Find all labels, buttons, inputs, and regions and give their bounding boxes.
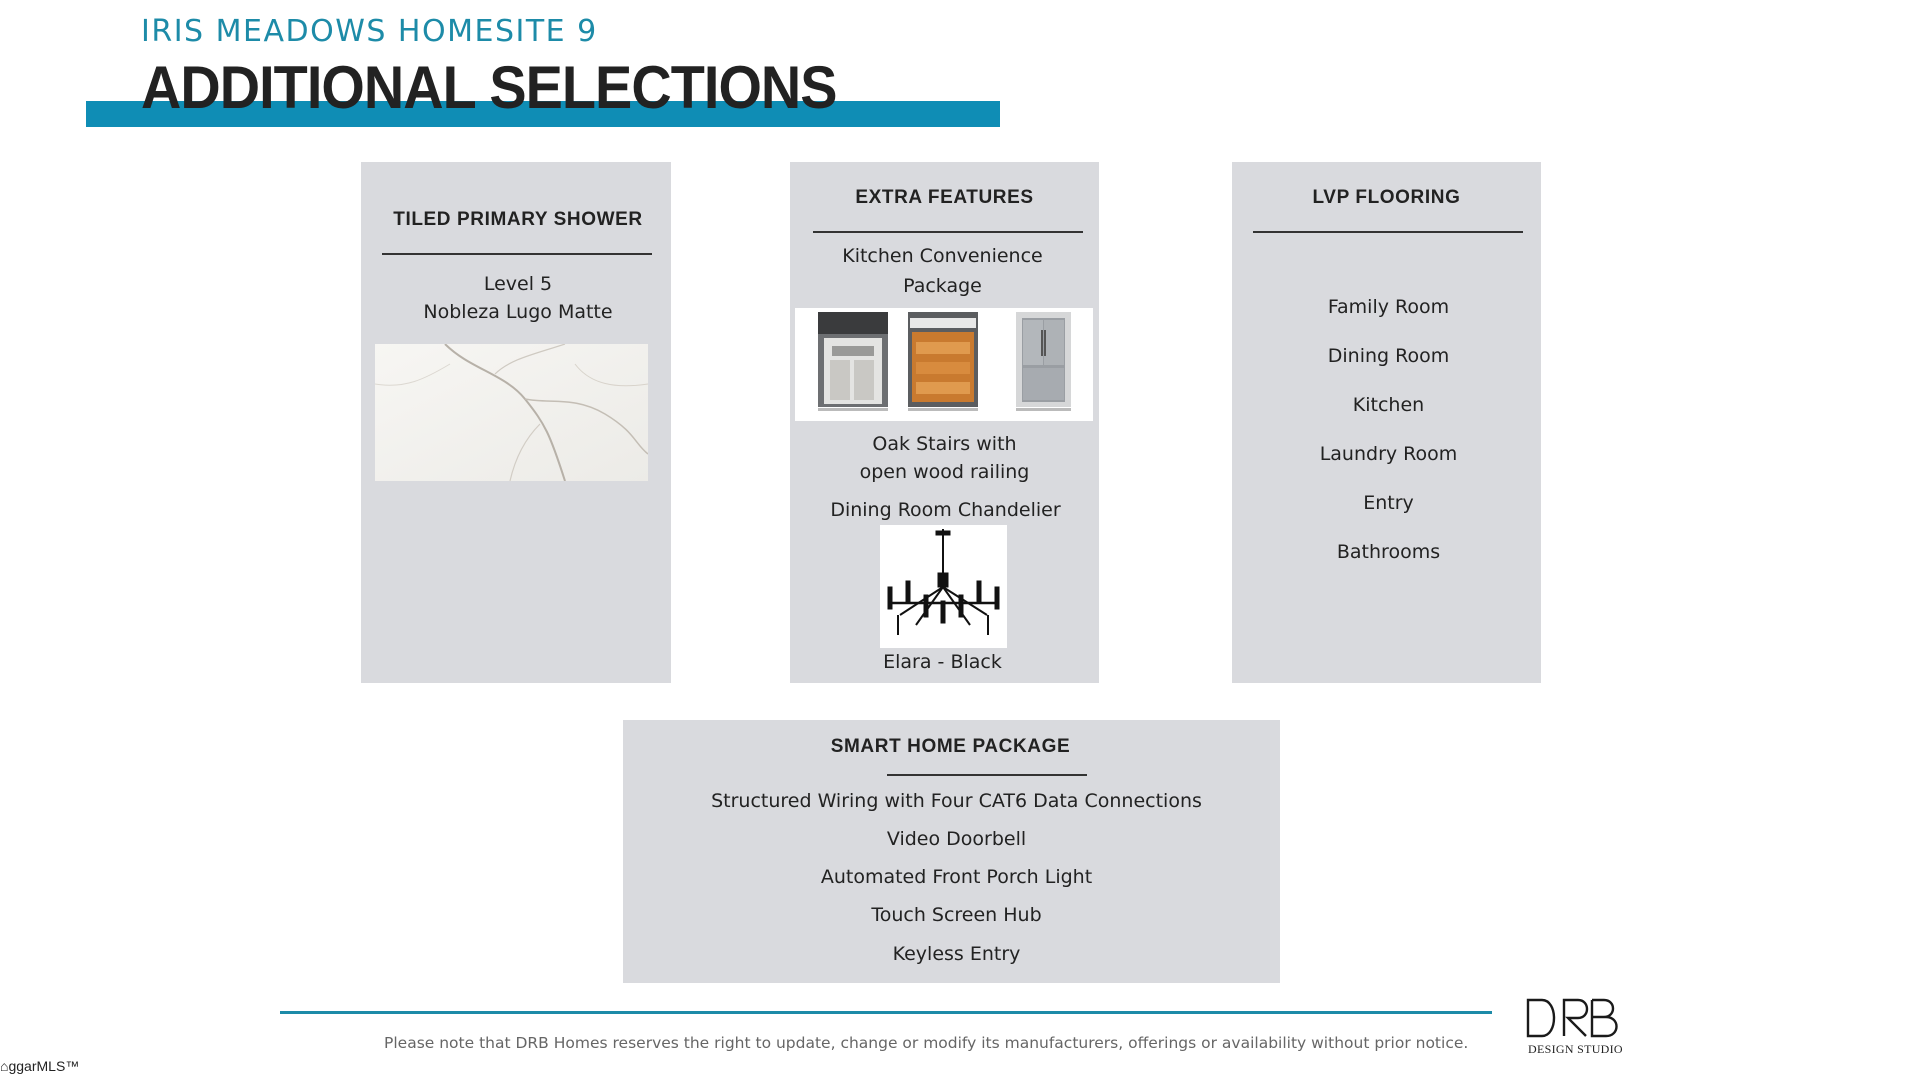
mls-watermark xyxy=(0,1058,79,1074)
lvp-flooring-divider xyxy=(1253,231,1523,233)
smart-home-item: Video Doorbell xyxy=(886,828,1027,850)
refrigerator-caption xyxy=(1016,408,1071,411)
chandelier-image xyxy=(880,525,1007,648)
footer-divider xyxy=(280,1011,1492,1014)
lvp-room-entry: Entry xyxy=(1363,492,1414,514)
shower-card-title: TILED PRIMARY SHOWER xyxy=(393,209,643,230)
smart-home-divider xyxy=(887,774,1087,776)
lvp-room-family: Family Room xyxy=(1327,296,1450,318)
trash-pullout-image xyxy=(818,312,888,407)
smart-home-item: Automated Front Porch Light xyxy=(820,866,1093,888)
shower-tile-name: Nobleza Lugo Matte xyxy=(423,301,613,323)
lvp-room-dining: Dining Room xyxy=(1327,345,1450,367)
smart-home-card xyxy=(623,720,1280,983)
smart-home-item: Keyless Entry xyxy=(892,943,1021,965)
extra-features-card xyxy=(790,162,1099,683)
extra-features-title: EXTRA FEATURES xyxy=(855,187,1034,208)
oak-stairs-line1: Oak Stairs with xyxy=(872,433,1017,455)
shower-card xyxy=(361,162,671,683)
chandelier-name: Elara - Black xyxy=(883,651,1002,673)
lvp-flooring-card xyxy=(1232,162,1541,683)
smart-home-title: SMART HOME PACKAGE xyxy=(830,736,1071,757)
smart-home-item: Structured Wiring with Four CAT6 Data Connections xyxy=(711,790,1202,812)
lvp-flooring-title: LVP FLOORING xyxy=(1312,187,1461,208)
lvp-room-bathrooms: Bathrooms xyxy=(1336,541,1441,563)
trash-pullout-caption xyxy=(818,408,888,411)
logo-subtext: DESIGN STUDIO xyxy=(1528,1042,1623,1056)
page-subtitle: IRIS MEADOWS HOMESITE 9 xyxy=(141,14,598,49)
lvp-room-laundry: Laundry Room xyxy=(1319,443,1458,465)
lvp-room-kitchen: Kitchen xyxy=(1352,394,1425,416)
chandelier-label: Dining Room Chandelier xyxy=(830,499,1061,521)
house-icon: ⌂ xyxy=(0,1058,9,1074)
kitchen-package-line2: Package xyxy=(903,275,982,297)
extra-features-divider xyxy=(813,231,1083,233)
shower-level: Level 5 xyxy=(483,273,553,295)
page-title: ADDITIONAL SELECTIONS xyxy=(141,54,837,121)
shower-card-divider xyxy=(382,253,652,255)
refrigerator-image xyxy=(1016,312,1071,407)
disclaimer-text: Please note that DRB Homes reserves the right to update, change or modify its manufacturers, offerings or availability without prior notice. xyxy=(384,1034,1469,1052)
marble-tile-image xyxy=(375,344,648,481)
kitchen-package-images xyxy=(795,308,1093,421)
rollout-shelves-image xyxy=(908,312,978,407)
smart-home-item: Touch Screen Hub xyxy=(871,904,1042,926)
kitchen-package-line1: Kitchen Convenience xyxy=(842,245,1043,267)
rollout-shelves-caption xyxy=(908,408,978,411)
oak-stairs-line2: open wood railing xyxy=(859,461,1030,483)
mls-text: ggarMLS™ xyxy=(8,1058,80,1074)
